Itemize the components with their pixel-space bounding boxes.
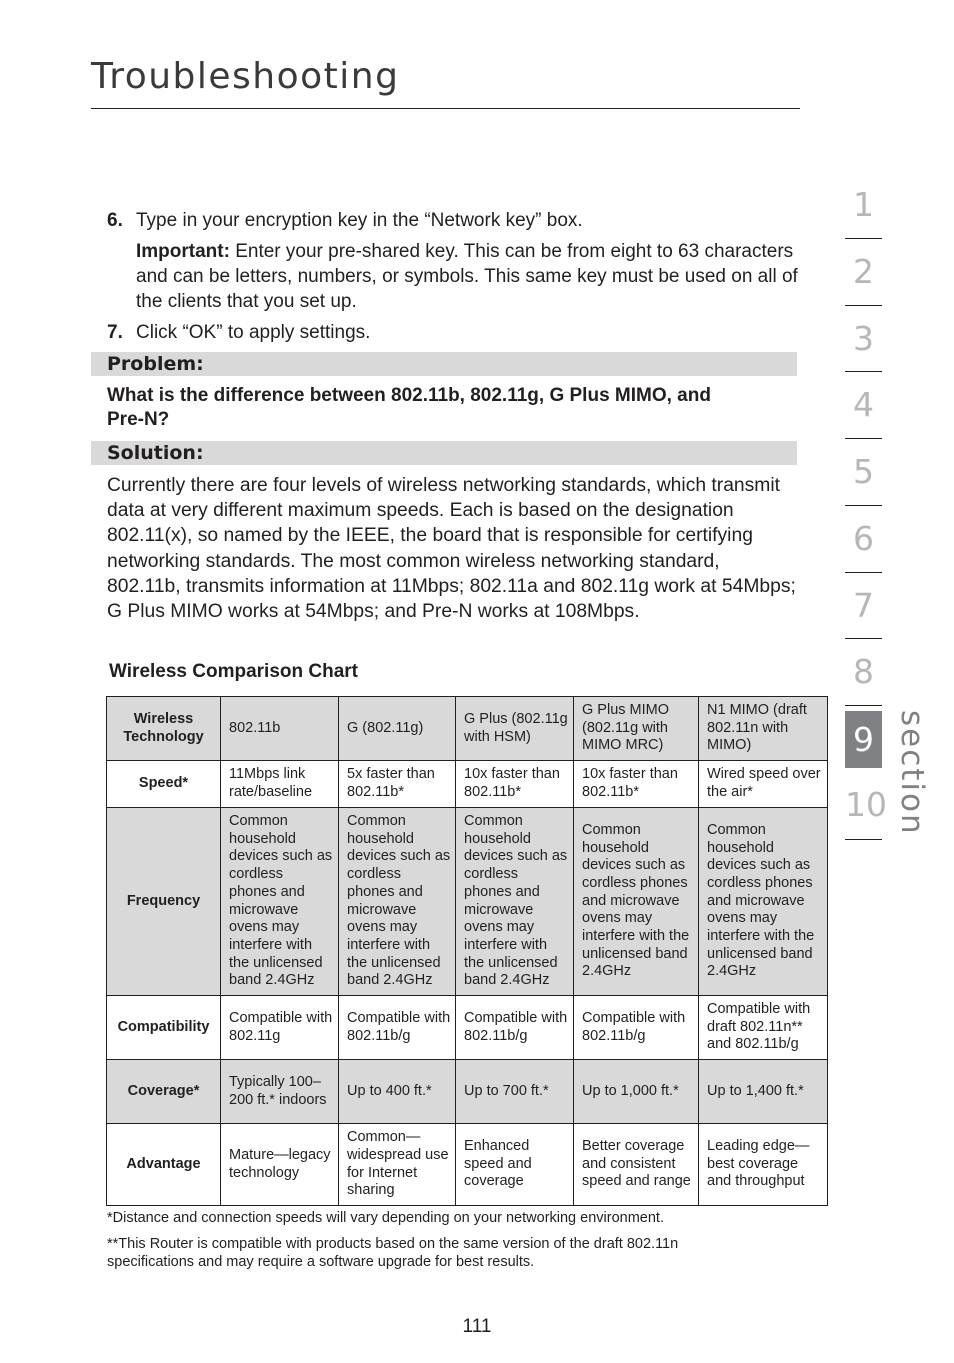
- row-header: Speed*: [107, 761, 221, 808]
- section-nav-item-8[interactable]: 8: [853, 652, 874, 691]
- solution-text: Currently there are four levels of wireless networking standards, which transmit data at very different maximum speeds. Each is based on the designation 802.11(x), so named by the IEEE, the board that is responsible for certifying networking standards. The most common wireless networking standard, 802.11b, transmits information at 11Mbps; 802.11a and 802.11g work at 54Mbps; G Plus MIMO works at 54Mbps; and Pre-N works at 108Mbps.: [107, 475, 796, 623]
- problem-label: Problem:: [107, 353, 204, 375]
- section-nav-item-9-active[interactable]: 9: [845, 711, 882, 768]
- table-header-cell: G Plus MIMO (802.11g with MIMO MRC): [574, 697, 699, 761]
- table-cell: 5x faster than 802.11b*: [339, 761, 456, 808]
- chart-title: Wireless Comparison Chart: [109, 661, 359, 682]
- nav-divider: [845, 572, 882, 573]
- nav-divider: [845, 305, 882, 306]
- nav-divider: [845, 438, 882, 439]
- table-cell: Compatible with draft 802.11n** and 802.11b/g: [699, 996, 828, 1060]
- table-row: [107, 1124, 828, 1206]
- section-nav-item-10[interactable]: 10: [845, 785, 887, 824]
- table-cell: 10x faster than 802.11b*: [574, 761, 699, 808]
- solution-band: [91, 441, 797, 465]
- table-row: [107, 996, 828, 1060]
- table-cell: Compatible with 802.11b/g: [339, 996, 456, 1060]
- nav-divider: [845, 371, 882, 372]
- table-cell: Mature—legacy technology: [221, 1124, 339, 1206]
- table-cell: Compatible with 802.11g: [221, 996, 339, 1060]
- table-cell: Better coverage and consistent speed and range: [574, 1124, 699, 1206]
- table-cell: Leading edge—best coverage and throughput: [699, 1124, 828, 1206]
- table-cell: 11Mbps link rate/baseline: [221, 761, 339, 808]
- problem-question: What is the difference between 802.11b, 802.11g, G Plus MIMO, and Pre-N?: [107, 385, 711, 430]
- row-header: Frequency: [107, 808, 221, 996]
- section-label: section: [894, 710, 930, 836]
- step-number: 7.: [107, 322, 123, 343]
- table-cell: Common household devices such as cordless phones and microwave ovens may interfere with the unlicensed band 2.4GHz: [456, 808, 574, 996]
- section-nav-item-4[interactable]: 4: [853, 385, 874, 424]
- solution-label: Solution:: [107, 442, 204, 464]
- table-cell: Common household devices such as cordless phones and microwave ovens may interfere with the unlicensed band 2.4GHz: [339, 808, 456, 996]
- nav-divider: [845, 505, 882, 506]
- table-header-cell: 802.11b: [221, 697, 339, 761]
- table-cell: Compatible with 802.11b/g: [574, 996, 699, 1060]
- table-header-cell: Wireless Technology: [107, 697, 221, 761]
- table-cell: Common—widespread use for Internet sharing: [339, 1124, 456, 1206]
- table-cell: Common household devices such as cordless phones and microwave ovens may interfere with the unlicensed band 2.4GHz: [574, 808, 699, 996]
- table-cell: 10x faster than 802.11b*: [456, 761, 574, 808]
- table-row: [107, 761, 828, 808]
- step-number: 6.: [107, 210, 123, 231]
- section-nav-item-5[interactable]: 5: [853, 452, 874, 491]
- step-text: Type in your encryption key in the “Network key” box.: [136, 210, 583, 231]
- table-row: [107, 808, 828, 996]
- section-nav-item-1[interactable]: 1: [853, 185, 874, 224]
- table-header-cell: G Plus (802.11g with HSM): [456, 697, 574, 761]
- wireless-comparison-table: [106, 696, 828, 1206]
- row-header: Advantage: [107, 1124, 221, 1206]
- important-note: [136, 239, 806, 314]
- table-cell: Enhanced speed and coverage: [456, 1124, 574, 1206]
- section-nav-item-6[interactable]: 6: [853, 519, 874, 558]
- nav-divider: [845, 638, 882, 639]
- footnote-compatibility: **This Router is compatible with products based on the same version of the draft 802.11n specifications and may require a software upgrade for best results.: [107, 1236, 679, 1270]
- title-divider: [91, 108, 800, 109]
- important-label: Important:: [136, 241, 230, 262]
- section-nav-item-2[interactable]: 2: [853, 252, 874, 291]
- step-6: [107, 208, 583, 233]
- section-nav-item-3[interactable]: 3: [853, 319, 874, 358]
- section-nav-item-7[interactable]: 7: [853, 586, 874, 625]
- table-cell: Wired speed over the air*: [699, 761, 828, 808]
- step-text: Click “OK” to apply settings.: [136, 322, 371, 343]
- table-cell: Common household devices such as cordless phones and microwave ovens may interfere with the unlicensed band 2.4GHz: [221, 808, 339, 996]
- page-number: 111: [462, 1316, 492, 1337]
- footnote-distance: *Distance and connection speeds will vary depending on your networking environment.: [107, 1210, 664, 1226]
- nav-divider: [845, 839, 882, 840]
- table-cell: Up to 700 ft.*: [456, 1060, 574, 1124]
- nav-divider: [845, 238, 882, 239]
- row-header: Coverage*: [107, 1060, 221, 1124]
- table-header-cell: N1 MIMO (draft 802.11n with MIMO): [699, 697, 828, 761]
- row-header: Compatibility: [107, 996, 221, 1060]
- table-cell: Typically 100–200 ft.* indoors: [221, 1060, 339, 1124]
- table-row: [107, 1060, 828, 1124]
- table-cell: Up to 1,400 ft.*: [699, 1060, 828, 1124]
- table-header-cell: G (802.11g): [339, 697, 456, 761]
- page-title: Troubleshooting: [91, 56, 400, 97]
- nav-divider: [845, 705, 882, 706]
- table-cell: Common household devices such as cordless phones and microwave ovens may interfere with the unlicensed band 2.4GHz: [699, 808, 828, 996]
- step-7: [107, 320, 370, 345]
- table-cell: Compatible with 802.11b/g: [456, 996, 574, 1060]
- important-text: Enter your pre-shared key. This can be from eight to 63 characters and can be letters, numbers, or symbols. This same key must be used on all of the clients that you set up.: [136, 241, 798, 312]
- table-header-row: [107, 697, 828, 761]
- table-cell: Up to 1,000 ft.*: [574, 1060, 699, 1124]
- problem-band: [91, 352, 797, 376]
- table-cell: Up to 400 ft.*: [339, 1060, 456, 1124]
